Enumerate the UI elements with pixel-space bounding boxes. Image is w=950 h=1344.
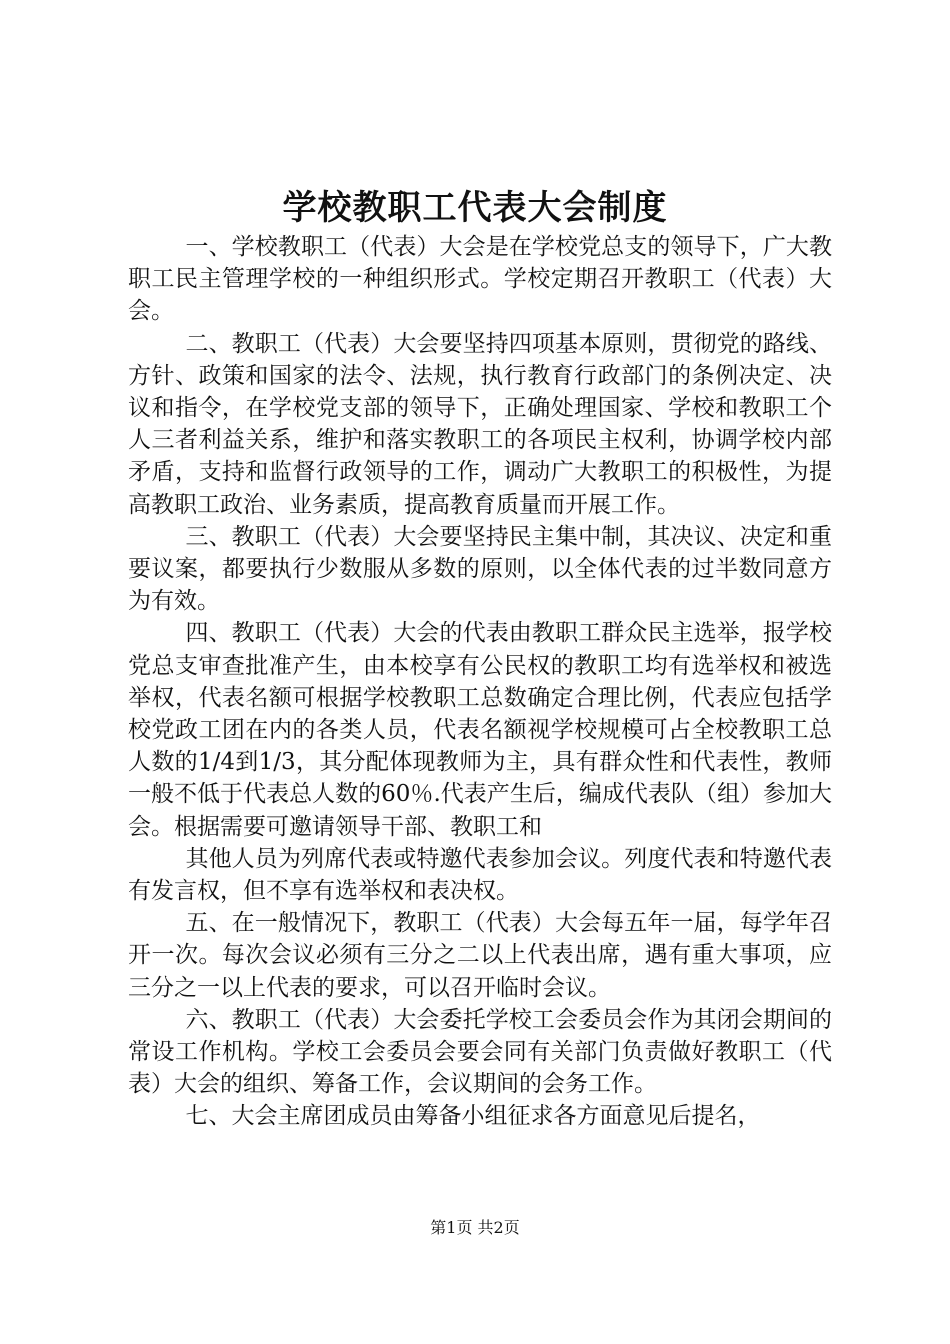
paragraph-1: 一、学校教职工（代表）大会是在学校党总支的领导下，广大教职工民主管理学校的一种组织形式。学校定期召开教职工（代表）大会。 [128,234,832,325]
paragraph-7: 七、大会主席团成员由筹备小组征求各方面意见后提名， [185,1103,761,1130]
paragraph-6: 六、教职工（代表）大会委托学校工会委员会作为其闭会期间的常设工作机构。学校工会委员会要会同有关部门负责做好教职工（代表）大会的组织、筹备工作，会议期间的会务工作。 [128,1006,832,1098]
document-title: 学校教职工代表大会制度 [282,188,668,228]
page-number-footer: 第1页 共2页 [430,1218,520,1237]
paragraph-4: 四、教职工（代表）大会的代表由教职工群众民主选举，报学校党总支审查批准产生，由本校享有公民权的教职工均有选举权和被选举权，代表名额可根据学校教职工总数确定合理比例，代表应包括学校党政工团在内的各类人员，代表名额视学校规模可占全校教职工总人数的1/4到1/3，其分配体现教师为主，具有群众性和代表性，教师一般不低于代表总人数的60％.代表产生后，编成代表队（组）参加大会。根据需要可邀请领导干部、教职工和 [128,620,832,840]
paragraph-2: 二、教职工（代表）大会要坚持四项基本原则，贯彻党的路线、方针、政策和国家的法令、法规，执行教育行政部门的条例决定、决议和指令，在学校党支部的领导下，正确处理国家、学校和教职工个人三者利益关系，维护和落实教职工的各项民主权利，协调学校内部矛盾，支持和监督行政领导的工作，调动广大教职工的积极性，为提高教职工政治、业务素质，提高教育质量而开展工作。 [128,330,832,518]
paragraph-5: 五、在一般情况下，教职工（代表）大会每五年一届，每学年召开一次。每次会议必须有三分之二以上代表出席，遇有重大事项，应三分之一以上代表的要求，可以召开临时会议。 [128,910,832,1001]
paragraph-3: 三、教职工（代表）大会要坚持民主集中制，其决议、决定和重要议案，都要执行少数服从多数的原则，以全体代表的过半数同意方为有效。 [128,523,832,615]
document-body [128,231,832,1133]
paragraph-4-continued: 其他人员为列席代表或特邀代表参加会议。列度代表和特邀代表有发言权，但不享有选举权和表决权。 [128,845,832,905]
